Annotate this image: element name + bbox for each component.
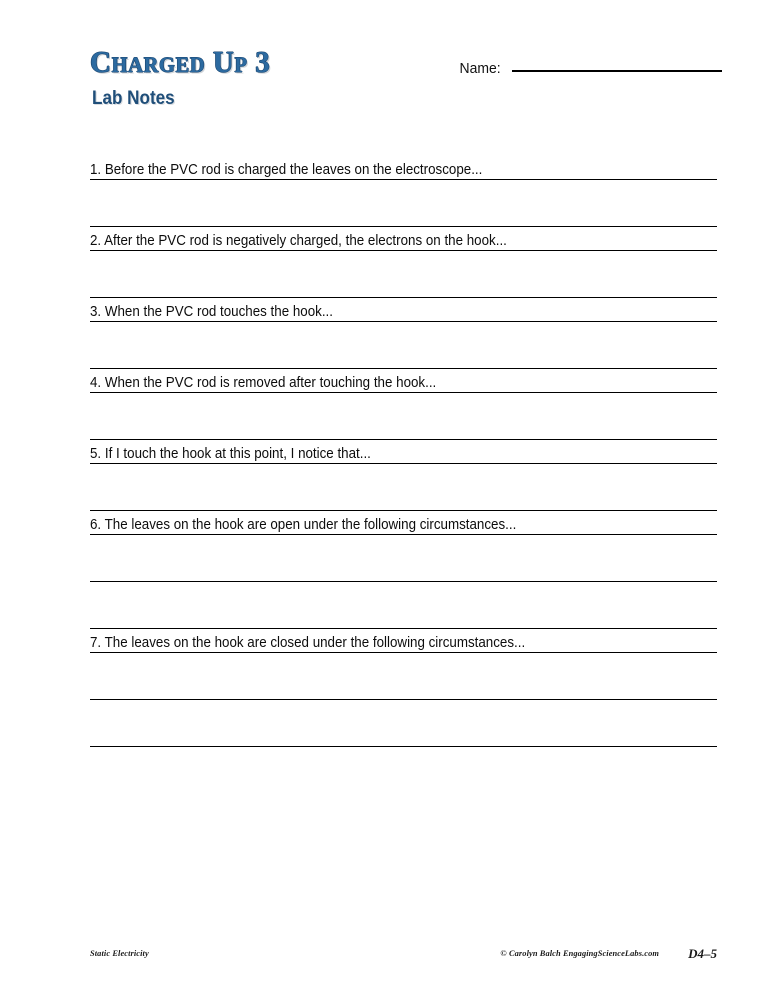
name-field-rule[interactable]: [512, 70, 722, 72]
answer-line[interactable]: [90, 251, 717, 298]
question-block: [90, 511, 717, 629]
question-prompt-text: 7. The leaves on the hook are closed under the following circumstances...: [90, 636, 528, 650]
question-prompt-line: [90, 298, 717, 322]
questions-list: [90, 156, 717, 747]
question-block: [90, 227, 717, 298]
question-prompt-line: [90, 369, 717, 393]
page-header: [90, 46, 717, 136]
question-block: [90, 298, 717, 369]
question-prompt-line: [90, 440, 717, 464]
page-title: Charged Up 3: [90, 44, 271, 79]
answer-line[interactable]: [90, 535, 717, 582]
name-field-label: Name:: [459, 60, 501, 77]
question-prompt-line: [90, 629, 717, 653]
question-block: [90, 156, 717, 227]
question-block: [90, 440, 717, 511]
question-prompt-text: 2. After the PVC rod is negatively charged, the electrons on the hook...: [90, 234, 510, 248]
title-block: [90, 46, 282, 108]
question-prompt-text: 3. When the PVC rod touches the hook...: [90, 305, 336, 319]
answer-line[interactable]: [90, 393, 717, 440]
question-prompt-text: 6. The leaves on the hook are open under the following circumstances...: [90, 518, 519, 532]
question-prompt-line: [90, 227, 717, 251]
question-prompt-text: 5. If I touch the hook at this point, I notice that...: [90, 447, 374, 461]
answer-line[interactable]: [90, 582, 717, 629]
question-prompt-line: [90, 156, 717, 180]
answer-line[interactable]: [90, 700, 717, 747]
question-prompt-text: 1. Before the PVC rod is charged the leaves on the electroscope...: [90, 163, 485, 177]
answer-line[interactable]: [90, 653, 717, 700]
footer-copyright: © Carolyn Balch EngagingScienceLabs.com: [500, 949, 659, 958]
answer-line[interactable]: [90, 322, 717, 369]
question-block: [90, 629, 717, 747]
footer-page-code: D4–5: [688, 946, 717, 961]
page-subtitle: Lab Notes: [92, 88, 175, 109]
page-footer: [90, 946, 717, 966]
footer-unit-label: Static Electricity: [90, 949, 149, 958]
question-prompt-text: 4. When the PVC rod is removed after touching the hook...: [90, 376, 439, 390]
name-field[interactable]: [458, 60, 722, 77]
answer-line[interactable]: [90, 180, 717, 227]
question-block: [90, 369, 717, 440]
question-prompt-line: [90, 511, 717, 535]
answer-line[interactable]: [90, 464, 717, 511]
